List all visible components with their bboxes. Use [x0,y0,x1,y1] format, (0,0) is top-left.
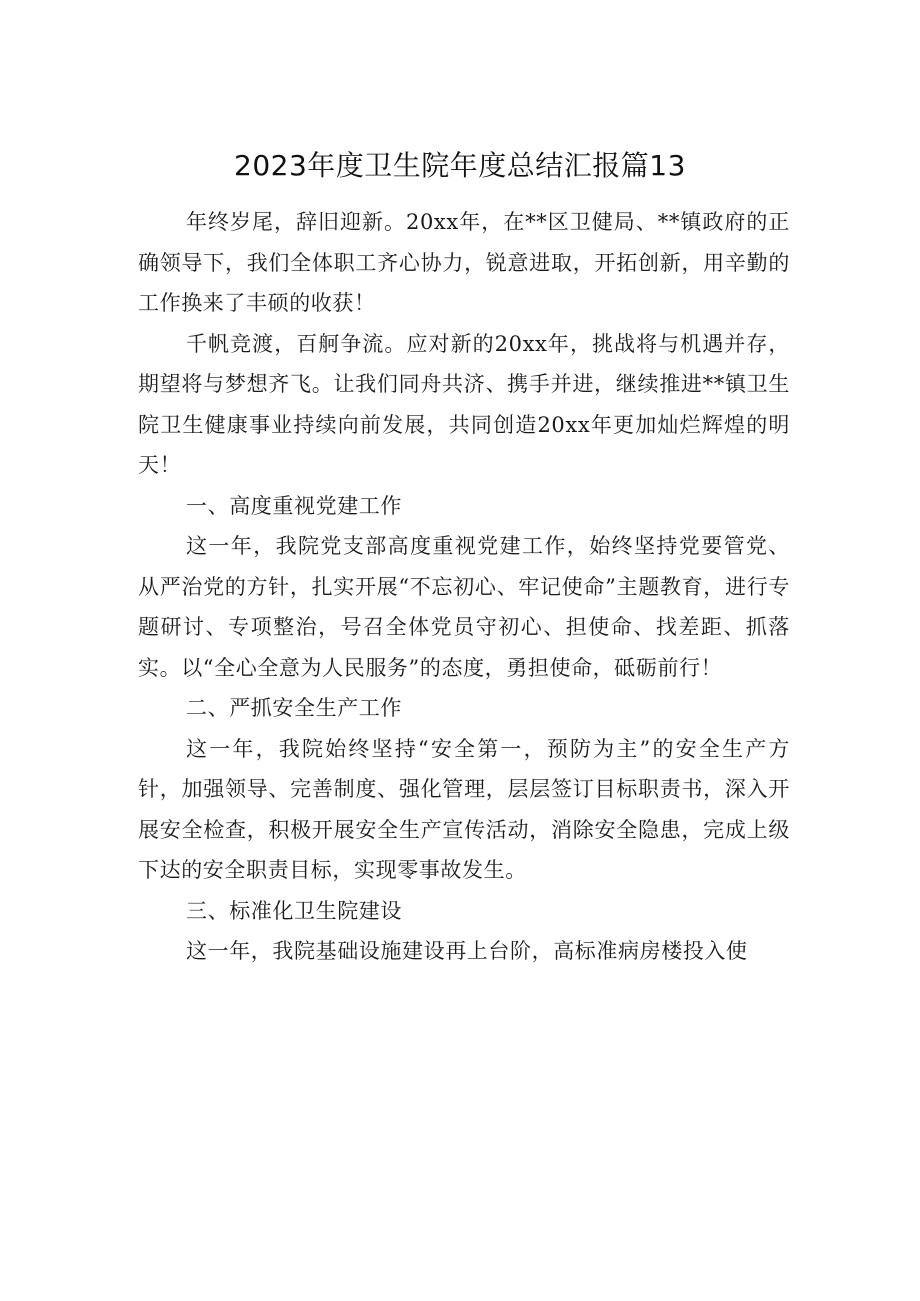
paragraph-safety: 这一年，我院始终坚持“安全第一，预防为主”的安全生产方针，加强领导、完善制度、强化管理，层层签订目标职责书，深入开展安全检查，积极开展安全生产宣传活动，消除安全隐患，完成上级下达的安全职责目标，实现零事故发生。 [138,736,790,882]
paragraph-standardization: 这一年，我院基础设施建设再上台阶，高标准病房楼投入使 [186,939,748,963]
paragraph-party-building: 这一年，我院党支部高度重视党建工作，始终坚持党要管党、从严治党的方针，扎实开展“不忘初心、牢记使命”主题教育，进行专题研讨、专项整治，号召全体党员守初心、担使命、找差距、抓落实。以“全心全意为人民服务”的态度，勇担使命，砥砺前行！ [138,534,790,680]
paragraph-outlook: 千帆竞渡，百舸争流。应对新的20xx年，挑战将与机遇并存，期望将与梦想齐飞。让我们同舟共济、携手并进，继续推进**镇卫生院卫生健康事业持续向前发展，共同创造20xx年更加灿烂辉煌的明天！ [138,331,790,477]
section-heading-safety: 二、严抓安全生产工作 [186,696,402,720]
page-title: 2023年度卫生院年度总结汇报篇13 [234,149,686,182]
document-body [138,202,790,972]
paragraph-intro: 年终岁尾，辞旧迎新。20xx年，在**区卫健局、**镇政府的正确领导下，我们全体职工齐心协力，锐意进取，开拓创新，用辛勤的工作换来了丰硕的收获！ [138,210,790,315]
section-heading-standardization: 三、标准化卫生院建设 [186,898,402,923]
section-heading-party-building: 一、高度重视党建工作 [186,493,402,518]
